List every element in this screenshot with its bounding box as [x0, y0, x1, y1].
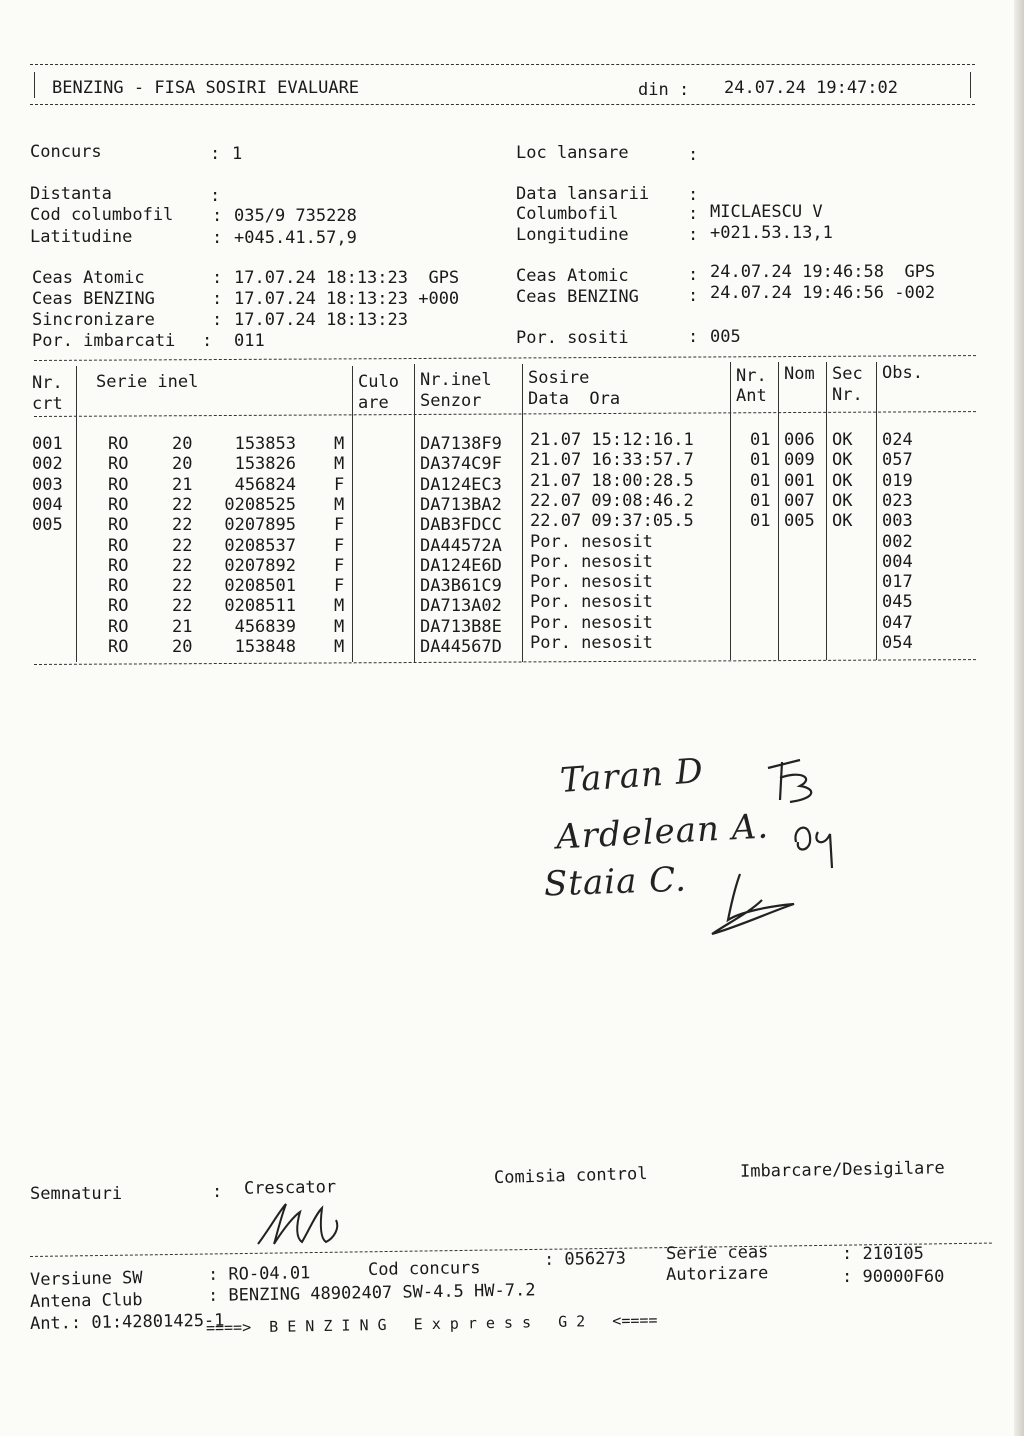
th-sec-1: Sec: [832, 364, 863, 384]
cell-an: 22: [172, 535, 193, 556]
cell-sex: M: [334, 454, 345, 475]
th-sosire-2: Data Ora: [528, 389, 621, 409]
ceas-benzing-start-label: Ceas BENZING: [32, 289, 155, 309]
ant-line: Ant.: 01:42801425-1: [29, 1310, 225, 1334]
cell-sosire: Por. nesosit: [530, 612, 653, 633]
handwritten-name-3: Staia C.: [543, 859, 688, 905]
report-timestamp: 24.07.24 19:47:02: [724, 78, 898, 98]
cell-sex: M: [334, 596, 345, 617]
cell-inel: 456839: [234, 616, 296, 637]
cell-sosire: 21.07 18:00:28.5: [530, 470, 694, 491]
cell-obs: 054: [882, 633, 913, 653]
table-header-border: [34, 411, 976, 417]
cell-nr: 003: [32, 474, 63, 495]
cell-sosire: 21.07 16:33:57.7: [530, 450, 694, 471]
cell-senzor: DA374C9F: [420, 454, 502, 475]
cell-sex: F: [334, 515, 345, 536]
latitudine-label: Latitudine: [30, 227, 133, 247]
cell-obs: 004: [882, 551, 913, 572]
ceas-benzing-start-sep: :: [212, 289, 223, 309]
longitudine-label: Longitudine: [516, 225, 629, 245]
sincronizare-value: 17.07.24 18:13:23: [234, 310, 408, 330]
cell-sex: F: [334, 576, 345, 597]
distanta-label: Distanta: [30, 184, 112, 204]
cell-nr: 001: [32, 434, 63, 454]
cell-nom: 007: [784, 490, 815, 511]
cell-sosire: Por. nesosit: [530, 551, 653, 572]
din-label: din :: [638, 80, 690, 100]
cell-obs: 047: [882, 612, 913, 633]
cell-an: 22: [172, 515, 193, 536]
cell-senzor: DA124EC3: [420, 474, 502, 495]
ceas-atomic-end-value: 24.07.24 19:46:58 GPS: [710, 262, 936, 282]
serie-ceas-value: : 210105: [842, 1244, 924, 1264]
th-sosire-1: Sosire: [528, 368, 590, 388]
handwritten-initials-1: [760, 748, 830, 808]
cell-tara: RO: [108, 616, 129, 637]
distanta-sep: :: [210, 186, 221, 206]
col-sep-senzor: [522, 364, 523, 662]
header-left-border: [34, 72, 35, 98]
cell-tara: RO: [108, 555, 129, 576]
cell-an: 20: [172, 434, 193, 454]
antena-club-label: Antena Club: [29, 1290, 143, 1312]
report-title: BENZING - FISA SOSIRI EVALUARE: [52, 78, 360, 98]
loc-lansare-label: Loc lansare: [516, 143, 629, 163]
cell-an: 22: [172, 596, 193, 617]
longitudine-sep: :: [688, 225, 699, 245]
ceas-atomic-end-label: Ceas Atomic: [516, 266, 629, 286]
cell-sosire: Por. nesosit: [530, 572, 653, 593]
cell-ant: 01: [750, 490, 771, 511]
loc-lansare-sep: :: [688, 145, 699, 165]
cell-senzor: DA713A02: [420, 596, 502, 617]
cell-tara: RO: [108, 474, 129, 495]
cell-inel: 456824: [234, 474, 296, 495]
cell-sex: F: [334, 535, 345, 556]
ceas-atomic-start-sep: :: [212, 268, 223, 288]
cod-columbofil-value: 035/9 735228: [234, 206, 357, 226]
col-sep-ant: [778, 362, 779, 660]
th-serie: Serie inel: [96, 372, 199, 392]
col-sep-culoare: [414, 364, 415, 662]
cell-an: 22: [172, 576, 193, 597]
cell-sex: F: [334, 474, 345, 495]
sincronizare-label: Sincronizare: [32, 310, 155, 330]
data-lansarii-label: Data lansarii: [516, 184, 650, 204]
cell-sosire: 21.07 15:12:16.1: [530, 430, 694, 450]
cell-ant: 01: [750, 450, 771, 471]
paper-edge-shadow: [1014, 0, 1024, 1436]
columbofil-sep: :: [688, 204, 699, 224]
cell-tara: RO: [108, 494, 129, 515]
ceas-benzing-start-value: 17.07.24 18:13:23 +000: [234, 289, 460, 309]
benzing-express-line: ====> B E N Z I N G E x p r e s s G 2 <====: [205, 1311, 658, 1337]
cell-an: 21: [172, 474, 193, 495]
cell-tara: RO: [108, 515, 129, 536]
cell-tara: RO: [108, 535, 129, 556]
cell-nr: 005: [32, 515, 63, 536]
cell-senzor: DA124E6D: [420, 555, 502, 576]
th-culoare-2: are: [358, 393, 389, 413]
cell-inel: 0207895: [224, 515, 296, 536]
por-imbarcati-label: Por. imbarcati: [32, 331, 176, 351]
cell-inel: 0207892: [224, 555, 296, 576]
cell-sex: M: [334, 494, 345, 515]
cell-senzor: DA7138F9: [420, 434, 502, 454]
cell-ant: 01: [750, 430, 771, 450]
por-imbarcati-value: 011: [234, 331, 265, 351]
cell-sosire: Por. nesosit: [530, 592, 653, 613]
por-imbarcati-sep: :: [202, 331, 213, 351]
cell-senzor: DA3B61C9: [420, 576, 502, 597]
crescator-label: Crescator: [243, 1177, 337, 1199]
cell-inel: 153826: [234, 454, 296, 475]
cell-an: 21: [172, 616, 193, 637]
ceas-benzing-end-value: 24.07.24 19:46:56 -002: [710, 283, 936, 303]
table-bottom-border: [34, 659, 976, 665]
col-sep-sec: [876, 362, 877, 660]
sincronizare-sep: :: [212, 310, 223, 330]
autorizare-label: Autorizare: [665, 1263, 769, 1285]
th-nr-1: Nr.: [32, 373, 63, 393]
ceas-benzing-end-label: Ceas BENZING: [516, 287, 639, 307]
autorizare-value: : 90000F60: [842, 1267, 945, 1287]
cell-obs: 017: [882, 572, 913, 593]
th-nr-2: crt: [32, 394, 63, 414]
cell-sex: M: [334, 637, 345, 657]
comisia-control-label: Comisia control: [493, 1163, 648, 1189]
concurs-label: Concurs: [30, 142, 102, 162]
cell-nom: 006: [784, 430, 815, 450]
cell-sosire: Por. nesosit: [530, 633, 653, 653]
crescator-signature: [250, 1198, 350, 1250]
cod-concurs-label: Cod concurs: [367, 1258, 481, 1280]
cell-inel: 0208501: [224, 576, 296, 597]
latitudine-value: +045.41.57,9: [234, 228, 357, 248]
ceas-benzing-end-sep: :: [688, 286, 699, 306]
cell-obs: 019: [882, 470, 913, 491]
cell-sec: OK: [832, 490, 853, 511]
cell-senzor: DA713BA2: [420, 494, 502, 515]
cell-obs: 023: [882, 490, 913, 511]
cell-sosire: 22.07 09:08:46.2: [530, 490, 694, 511]
cell-inel: 0208537: [224, 535, 296, 556]
cell-sec: OK: [832, 450, 853, 471]
cell-an: 22: [172, 555, 193, 576]
cell-senzor: DA713B8E: [420, 616, 502, 637]
cell-tara: RO: [108, 576, 129, 597]
handwritten-name-2: Ardelean A.: [555, 806, 770, 858]
versiune-sw-label: Versiune SW: [29, 1268, 143, 1290]
ceas-atomic-end-sep: :: [688, 265, 699, 285]
cell-an: 20: [172, 637, 193, 657]
cell-nr: 002: [32, 454, 63, 475]
columbofil-label: Columbofil: [516, 204, 619, 224]
cell-sec: OK: [832, 430, 853, 450]
header-top-border: [30, 64, 975, 65]
cell-obs: 003: [882, 511, 913, 532]
cell-senzor: DA44572A: [420, 535, 502, 556]
cod-columbofil-label: Cod columbofil: [30, 205, 174, 225]
longitudine-value: +021.53.13,1: [710, 223, 833, 243]
versiune-sw-value: : RO-04.01: [207, 1263, 311, 1285]
th-ant-2: Ant: [736, 386, 767, 406]
ceas-atomic-start-value: 17.07.24 18:13:23 GPS: [234, 268, 460, 288]
por-sositi-sep: :: [688, 327, 699, 347]
cell-ant: 01: [750, 470, 771, 491]
cell-tara: RO: [108, 637, 129, 657]
cell-an: 20: [172, 454, 193, 475]
latitudine-sep: :: [212, 228, 223, 248]
th-obs: Obs.: [882, 363, 923, 383]
cell-tara: RO: [108, 596, 129, 617]
th-senzor-1: Nr.inel: [420, 370, 492, 390]
concurs-value: 1: [232, 144, 243, 164]
cell-sex: F: [334, 555, 345, 576]
th-senzor-2: Senzor: [420, 391, 482, 411]
col-sep-serie: [352, 366, 353, 662]
cell-inel: 0208511: [224, 596, 296, 617]
cell-nom: 009: [784, 450, 815, 471]
col-sep-nr: [76, 366, 77, 662]
por-sositi-value: 005: [710, 327, 741, 347]
th-culoare-1: Culo: [358, 372, 399, 392]
columbofil-value: MICLAESCU V: [710, 202, 823, 222]
cod-concurs-value: : 056273: [543, 1248, 627, 1270]
data-lansarii-sep: :: [688, 185, 699, 205]
cell-obs: 045: [882, 592, 913, 613]
concurs-sep: :: [210, 144, 221, 164]
cell-sex: M: [334, 434, 345, 454]
handwritten-name-1: Taran D: [558, 751, 706, 801]
th-nom: Nom: [784, 364, 815, 384]
cell-inel: 0208525: [224, 494, 296, 515]
cell-tara: RO: [108, 434, 129, 454]
cell-sec: OK: [832, 470, 853, 491]
antena-club-value: : BENZING 48902407 SW-4.5 HW-7.2: [207, 1280, 536, 1306]
header-bottom-border: [30, 104, 975, 105]
cell-inel: 153853: [234, 434, 296, 454]
cell-sec: OK: [832, 511, 853, 532]
semnaturi-label: Semnaturi: [30, 1184, 123, 1204]
cell-sex: M: [334, 616, 345, 637]
cod-columbofil-sep: :: [212, 206, 223, 226]
cell-sosire: 22.07 09:37:05.5: [530, 511, 694, 532]
cell-nr: 004: [32, 494, 63, 515]
cell-tara: RO: [108, 454, 129, 475]
cell-ant: 01: [750, 511, 771, 532]
cell-obs: 024: [882, 430, 913, 450]
th-ant-1: Nr.: [736, 366, 767, 386]
cell-senzor: DAB3FDCC: [420, 515, 502, 536]
th-sec-2: Nr.: [832, 385, 863, 405]
cell-inel: 153848: [234, 637, 296, 657]
cell-obs: 002: [882, 531, 913, 552]
serie-ceas-label: Serie ceas: [665, 1242, 769, 1264]
por-sositi-label: Por. sositi: [516, 328, 629, 348]
ceas-atomic-start-label: Ceas Atomic: [32, 268, 145, 288]
semnaturi-sep: :: [212, 1182, 223, 1202]
header-right-border: [970, 72, 971, 98]
table-top-border: [34, 355, 976, 361]
cell-an: 22: [172, 494, 193, 515]
handwritten-initials-3: [700, 860, 810, 940]
col-sep-nom: [826, 362, 827, 660]
cell-obs: 057: [882, 450, 913, 471]
col-sep-sosire: [730, 362, 731, 660]
imbarcare-label: Imbarcare/Desigilare: [739, 1158, 945, 1182]
cell-nom: 001: [784, 470, 815, 491]
cell-nom: 005: [784, 511, 815, 532]
cell-senzor: DA44567D: [420, 637, 502, 657]
cell-sosire: Por. nesosit: [530, 531, 653, 552]
